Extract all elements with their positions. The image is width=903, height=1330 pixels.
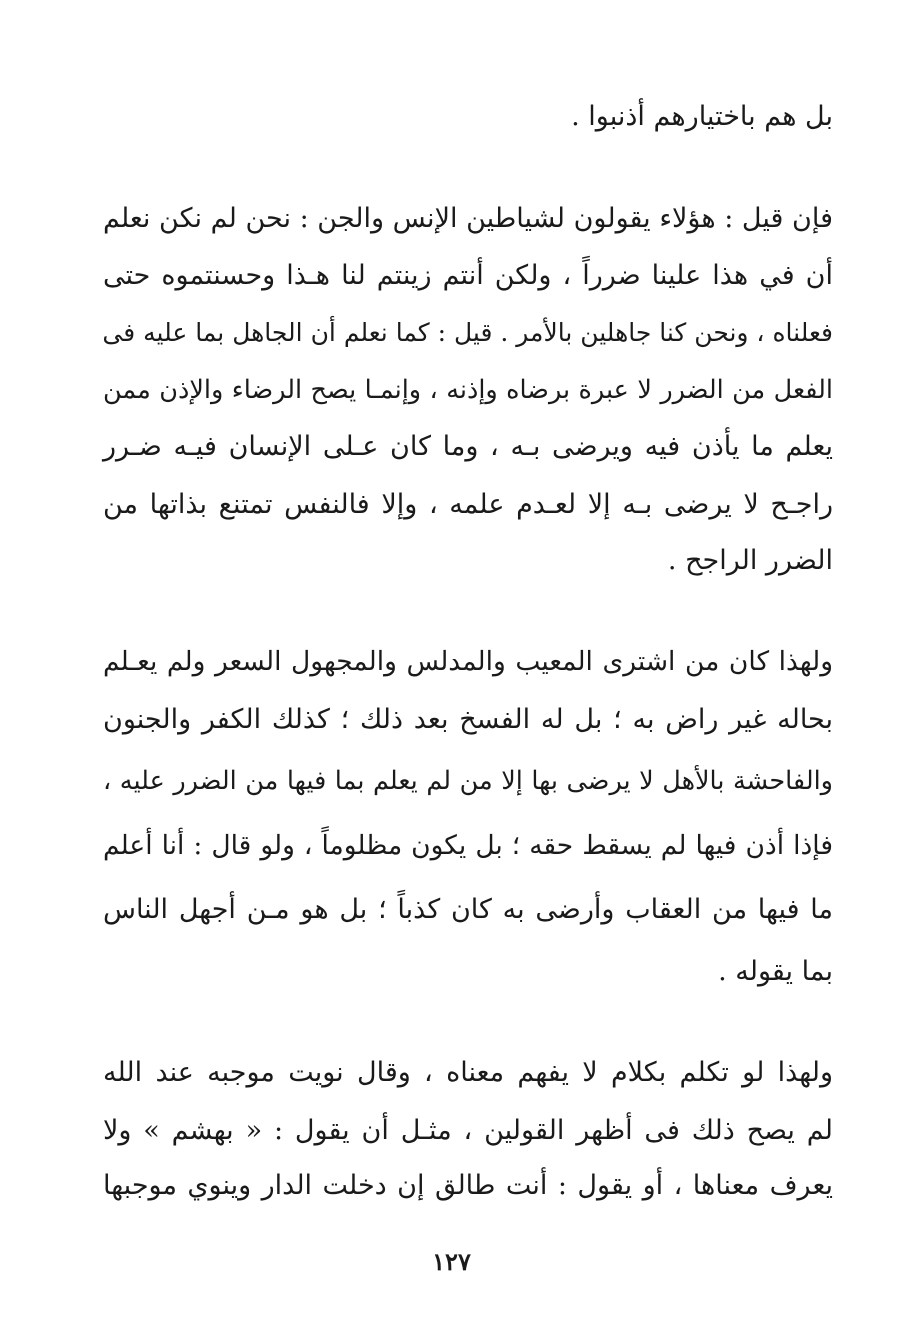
text-line: والفاحشة بالأهل لا يرضى بها إلا من لم يعلم بما فيها من الضرر عليه ،	[103, 766, 833, 796]
text-line: فإذا أذن فيها لم يسقط حقه ؛ بل يكون مظلوماً ، ولو قال : أنا أعلم	[103, 830, 833, 861]
text-line: يعلم ما يأذن فيه ويرضى بـه ، وما كان عـلى الإنسان فيـه ضـرر	[103, 431, 833, 462]
text-line: بحاله غير راض به ؛ بل له الفسخ بعد ذلك ؛ كذلك الكفر والجنون	[103, 704, 833, 735]
text-line: يعرف معناها ، أو يقول : أنت طالق إن دخلت الدار وينوي موجبها	[103, 1170, 833, 1201]
text-line: ما فيها من العقاب وأرضى به كان كذباً ؛ بل هو مـن أجهل الناس	[103, 894, 833, 925]
page-number: ١٢٧	[432, 1247, 471, 1276]
text-line: ولهذا لو تكلم بكلام لا يفهم معناه ، وقال نويت موجبه عند الله	[103, 1057, 833, 1088]
text-line: الضرر الراجح .	[667, 545, 833, 576]
text-line: ولهذا كان من اشترى المعيب والمدلس والمجهول السعر ولم يعـلم	[103, 646, 833, 677]
text-line: فعلناه ، ونحن كنا جاهلين بالأمر . قيل : كما نعلم أن الجاهل بما عليه فى	[102, 318, 833, 347]
text-line: أن في هذا علينا ضرراً ، ولكن أنتم زينتم لنا هـذا وحسنتموه حتى	[103, 260, 833, 291]
text-line: الفعل من الضرر لا عبرة برضاه وإذنه ، وإنمـا يصح الرضاء والإذن ممن	[103, 375, 833, 405]
text-line: راجـح لا يرضى بـه إلا لعـدم علمه ، وإلا فالنفس تمتنع بذاتها من	[103, 489, 833, 520]
text-line: بما يقوله .	[718, 956, 833, 987]
text-line: لم يصح ذلك فى أظهر القولين ، مثـل أن يقول : « بهشم » ولا	[103, 1115, 833, 1146]
text-line: فإن قيل : هؤلاء يقولون لشياطين الإنس والجن : نحن لم نكن نعلم	[103, 203, 833, 234]
text-line: بل هم باختيارهم أذنبوا .	[571, 101, 833, 132]
